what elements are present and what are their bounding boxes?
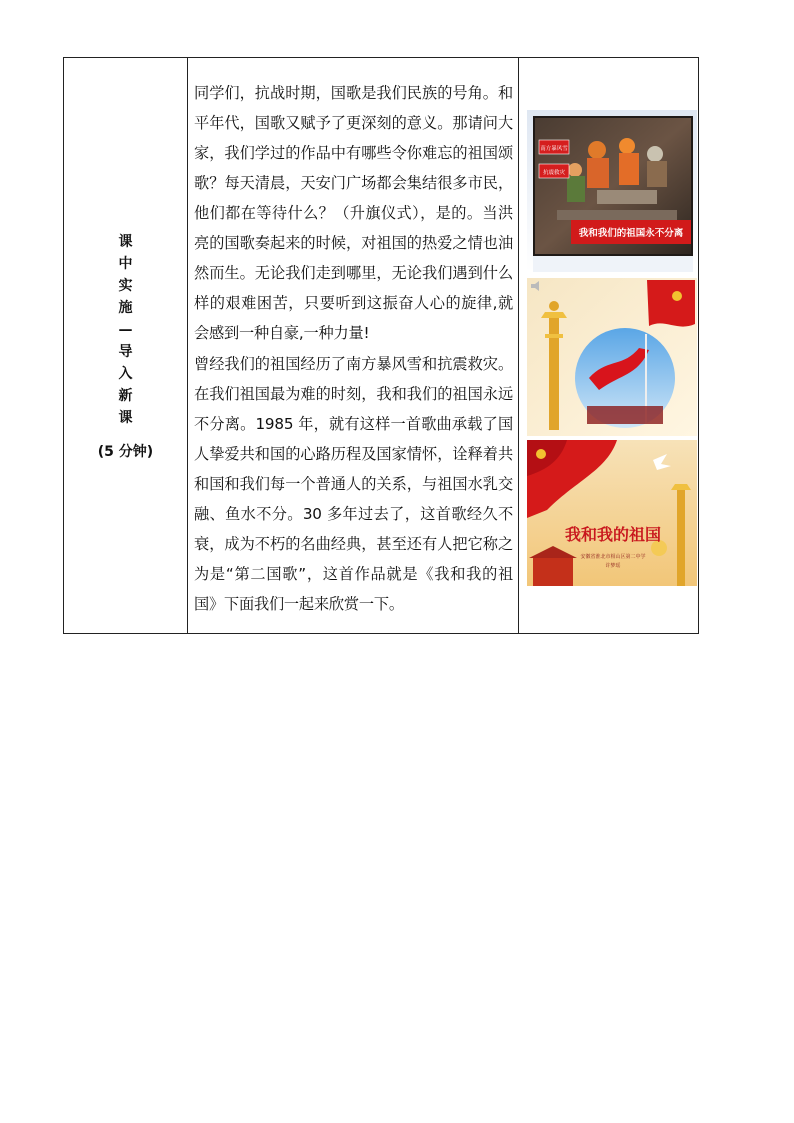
phase-char: 课 <box>118 409 133 426</box>
slide-thumbnail-1 <box>527 110 697 272</box>
slide-1-button-2-label: 抗震救灾 <box>542 170 566 176</box>
phase-char: — <box>118 321 133 338</box>
slide-3-image <box>527 440 697 586</box>
slide-3-subtitle: 安徽省淮北市相山区第二中学 <box>580 554 646 560</box>
slide-3-author: 许梦瑶 <box>605 563 621 569</box>
table-row <box>64 58 699 634</box>
media-cell <box>519 58 699 634</box>
phase-char: 实 <box>118 277 133 294</box>
phase-char: 课 <box>118 233 133 250</box>
slide-1-button-1-label: 南方暴风雪 <box>540 146 568 152</box>
paragraph-1: 同学们，抗战时期，国歌是我们民族的号角。和平年代，国歌又赋予了更深刻的意义。那请问大家，我们学过的作品中有哪些令你难忘的祖国颂歌？每天清晨，天安门广场都会集结很多市民，他们都在等待什么？（升旗仪式），是的。当洪亮的国歌奏起来的时候，对祖国的热爱之情也油然而生。无论我们走到哪里，无论我们遇到什么样的艰难困苦，只要听到这振奋人心的旋律,就会感到一种自豪,一种力量! <box>194 83 513 343</box>
phase-char: 新 <box>118 387 133 404</box>
paragraph-2: 曾经我们的祖国经历了南方暴风雪和抗震救灾。在我们祖国最为难的时刻，我和我们的祖国永远不分离。1985 年，就有这样一首歌曲承载了国人挚爱共和国的心路历程及国家情怀，诠释着共和国和我们每一个普通人的关系，与祖国水乳交融、鱼水不分。30 多年过去了，这首歌经久不衰，成为不朽的名曲经典，甚至还有人把它称之为是“第二国歌”，这首作品就是《我和我的祖国》下面我们一起来欣赏一下。 <box>194 354 513 614</box>
slide-thumbnails <box>519 58 698 633</box>
slide-3-title: 我和我的祖国 <box>564 525 662 544</box>
slide-thumbnail-3 <box>527 440 697 586</box>
lesson-plan-table <box>63 57 699 634</box>
phase-char: 施 <box>118 299 133 316</box>
phase-char: 导 <box>118 343 133 360</box>
phase-char: 入 <box>118 365 133 382</box>
phase-char: 中 <box>118 255 133 272</box>
content-cell <box>188 58 519 634</box>
phase-duration: (5 分钟) <box>97 443 154 460</box>
slide-1-banner-text: 我和我们的祖国永不分离 <box>578 228 684 239</box>
slide-1-image <box>527 110 697 272</box>
slide-2-image <box>527 278 697 436</box>
slide-thumbnail-2 <box>527 278 697 436</box>
lesson-text <box>188 72 518 620</box>
phase-label <box>119 231 133 429</box>
phase-cell <box>64 58 188 634</box>
